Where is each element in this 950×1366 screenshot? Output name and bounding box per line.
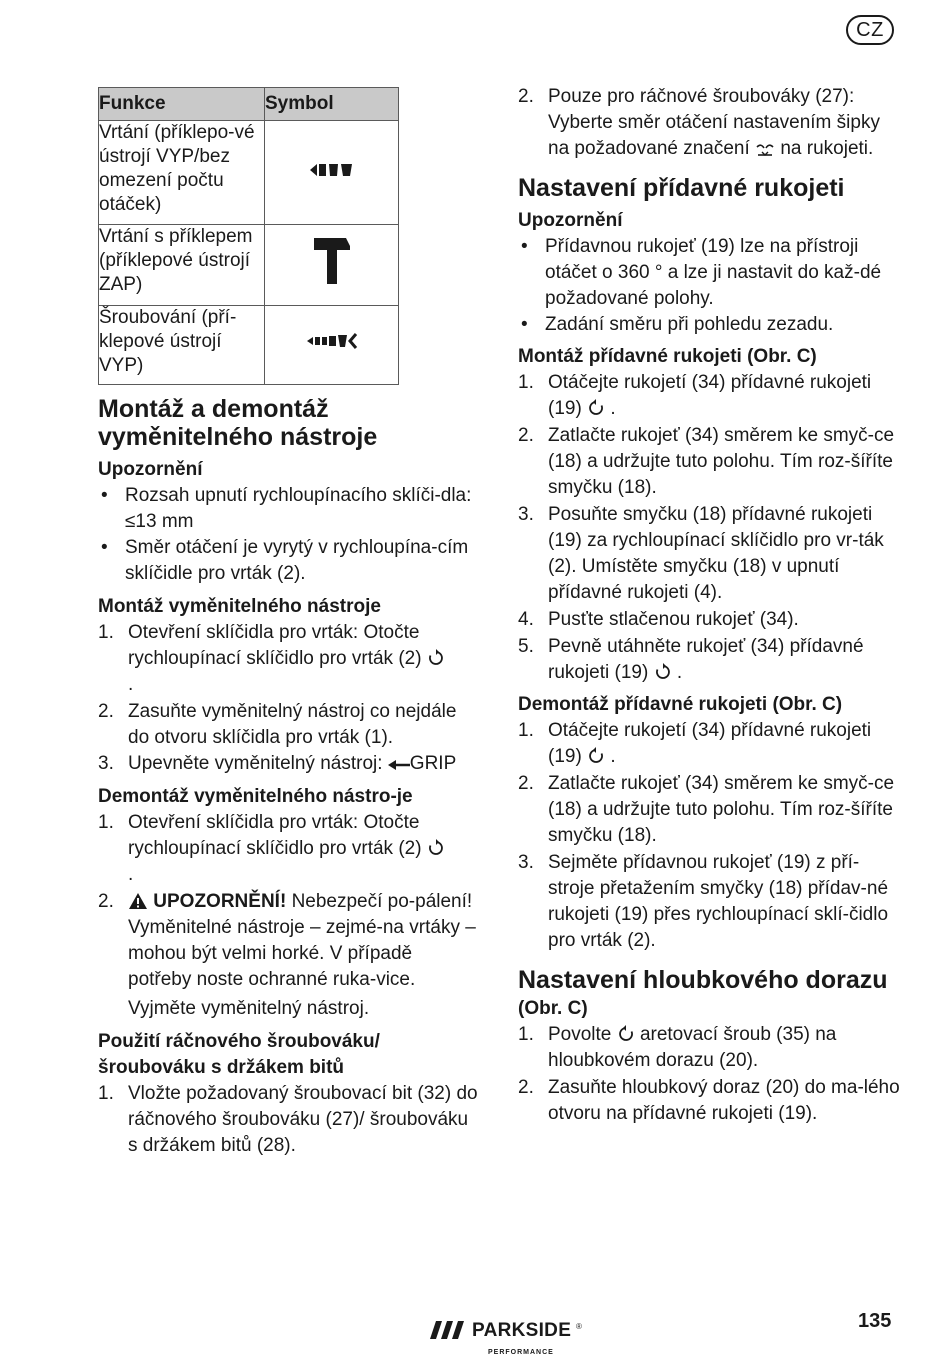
depth-stop-steps: [518, 1022, 902, 1127]
subsection-title-demount-tool: Demontáž vyměnitelného nástro-je: [98, 786, 413, 807]
step-number: 5.: [518, 636, 534, 657]
list-item: [98, 699, 478, 751]
figure-reference: (Obr. C): [518, 998, 588, 1019]
step-text: Zatlačte rukojeť (34) směrem ke smyč-ce (18) a udržujte tuto polohu. Tím roz-šíříte smyčku (18).: [548, 425, 895, 498]
table-cell-function: Vrtání (příklepo-vé ústrojí VYP/bez omezení počtu otáček): [99, 121, 265, 225]
step-text: Posuňte smyčku (18) přídavné rukojeti (19) za rychloupínací sklíčidlo pro vr-ták (2). Umístěte smyčku (18) v upnutí přídavné rukojeti (4).: [548, 504, 884, 603]
step-number: 1.: [98, 1083, 114, 1104]
note-title: Upozornění: [518, 210, 623, 231]
step-text: Pouze pro ráčnové šroubováky (27): Vyberte směr otáčení nastavením šipky na požadované značení: [548, 86, 880, 159]
step-text: Nebezpečí po-pálení! Vyměnitelné nástroje – zejmé-na vrtáky – mohou být velmi horké. V případě potřeby noste ochranné ruka-vice.: [128, 891, 476, 990]
list-item: [518, 850, 902, 954]
subsection-title-mount-tool: Montáž vyměnitelného nástroje: [98, 596, 381, 617]
drill-mode-icon: [308, 162, 356, 178]
grip-label: GRIP: [409, 753, 457, 774]
note-list: [98, 483, 478, 587]
parkside-logo: [430, 1318, 582, 1356]
brand-subtitle: PERFORMANCE: [488, 1349, 554, 1356]
step-text: Vložte požadovaný šroubovací bit (32) do ráčnového šroubováku (27)/ šroubováku s držákem bitů (28).: [128, 1083, 478, 1156]
language-badge: CZ: [846, 15, 894, 45]
table-cell-function: Vrtání s příklepem (příklepové ústrojí ZAP): [99, 225, 265, 306]
step-number: 2.: [518, 1077, 534, 1098]
step-tail: .: [128, 864, 134, 885]
section-title-tool-mounting: Montáž a demontáž vyměnitelného nástroje: [98, 395, 378, 451]
mount-steps: [98, 620, 478, 777]
list-item: [98, 751, 478, 777]
ratchet-direction-icon: [755, 143, 775, 157]
step-text: Zasuňte vyměnitelný nástroj co nejdále do otvoru sklíčidla pro vrták (1).: [128, 701, 457, 748]
table-row: [99, 121, 399, 225]
table-row: [99, 306, 399, 385]
step-text: Upevněte vyměnitelný nástroj:: [128, 753, 383, 774]
list-item: [518, 1075, 902, 1127]
rotate-counterclockwise-icon: [587, 747, 605, 765]
step-text: Otevření sklíčidla pro vrták: Otočte rychloupínací sklíčidlo pro vrták (2): [128, 812, 422, 859]
step-text: Sejměte přídavnou rukojeť (19) z pří-stroje přetažením smyčky (18) přídav-né rukojeti (19) přes rychloupínací sklí-čidlo pro vrták (2).: [548, 852, 889, 951]
warning-triangle-icon: [128, 892, 148, 910]
table-header-symbol: Symbol: [265, 88, 399, 121]
rotate-clockwise-icon: [654, 663, 672, 681]
function-symbol-table: [98, 87, 399, 385]
brand-stripes-icon: [430, 1321, 464, 1339]
table-cell-function: Šroubování (pří-klepové ústrojí VYP): [99, 306, 265, 385]
step-extra: Vyjměte vyměnitelný nástroj.: [128, 998, 370, 1019]
step-number: 2.: [98, 701, 114, 722]
step-number: 2.: [518, 425, 534, 446]
list-item: [518, 634, 902, 686]
list-item: [518, 1022, 902, 1074]
left-column: [98, 84, 478, 1159]
subsection-title-mount-handle: Montáž přídavné rukojeti (Obr. C): [518, 346, 817, 367]
subsection-title-ratchet: Použití ráčnového šroubováku/ šroubováku s držákem bitů: [98, 1031, 380, 1078]
step-tail: .: [128, 674, 134, 695]
list-item: [518, 84, 902, 162]
brand-name: PARKSIDE: [472, 1320, 572, 1341]
list-item: [98, 620, 478, 698]
list-item: [98, 810, 478, 888]
step-number: 3.: [518, 852, 534, 873]
step-number: 1.: [518, 372, 534, 393]
rotate-clockwise-icon: [427, 649, 445, 667]
note-title: Upozornění: [98, 459, 203, 480]
step-number: 4.: [518, 609, 534, 630]
list-item: [518, 718, 902, 770]
list-item: [518, 607, 902, 633]
step-number: 1.: [98, 622, 114, 643]
list-item: [518, 370, 902, 422]
warning-label: UPOZORNĚNÍ!: [153, 891, 287, 912]
list-item: [518, 771, 902, 849]
step-number: 1.: [518, 1024, 534, 1045]
list-item: • Zadání směru při pohledu zezadu.: [518, 312, 902, 338]
list-item: • Směr otáčení je vyrytý v rychloupína-cím sklíčidle pro vrták (2).: [98, 535, 478, 587]
step-text: Pevně utáhněte rukojeť (34) přídavné rukojeti (19): [548, 636, 864, 683]
list-item: [518, 423, 902, 501]
step-pre: Povolte: [548, 1024, 612, 1045]
note-list: [518, 234, 902, 338]
table-header-function: Funkce: [99, 88, 265, 121]
ratchet-steps-continued: [518, 84, 902, 162]
list-item: [98, 1081, 478, 1159]
demount-steps: [98, 810, 478, 1022]
arrow-left-icon: [388, 758, 410, 772]
rotate-counterclockwise-icon: [587, 399, 605, 417]
step-text: Pusťte stlačenou rukojeť (34).: [548, 609, 799, 630]
step-tail: .: [676, 662, 683, 683]
hammer-mode-icon: [312, 236, 352, 286]
step-tail: .: [610, 398, 616, 419]
ratchet-steps: [98, 1081, 478, 1159]
step-number: 2.: [518, 86, 534, 107]
screw-mode-icon: [305, 332, 359, 350]
step-text: Otáčejte rukojetí (34) přídavné rukojeti (19): [548, 372, 872, 419]
step-number: 1.: [518, 720, 534, 741]
table-row: [99, 225, 399, 306]
step-number: 1.: [98, 812, 114, 833]
section-title-depth-stop: Nastavení hloubkového dorazu: [518, 966, 888, 994]
rotate-clockwise-icon: [427, 839, 445, 857]
step-text: Zatlačte rukojeť (34) směrem ke smyč-ce (18) a udržujte tuto polohu. Tím roz-šíříte smyčku (18).: [548, 773, 895, 846]
step-text: Otevření sklíčidla pro vrták: Otočte rychloupínací sklíčidlo pro vrták (2): [128, 622, 422, 669]
step-text: Otáčejte rukojetí (34) přídavné rukojeti (19): [548, 720, 872, 767]
page-number: 135: [858, 1310, 892, 1332]
rotate-counterclockwise-icon: [617, 1025, 635, 1043]
handle-demount-steps: [518, 718, 902, 954]
step-text: Zasuňte hloubkový doraz (20) do ma-lého otvoru na přídavné rukojeti (19).: [548, 1077, 900, 1124]
step-text: aretovací šroub (35) na hloubkovém dorazu (20).: [548, 1024, 837, 1071]
step-number: 2.: [518, 773, 534, 794]
registered-mark: ®: [576, 1322, 582, 1331]
step-number: 2.: [98, 891, 114, 912]
section-title-aux-handle: Nastavení přídavné rukojeti: [518, 174, 845, 202]
list-item: [98, 889, 478, 1022]
step-number: 3.: [98, 753, 114, 774]
list-item: • Rozsah upnutí rychloupínacího sklíči-dla: ≤13 mm: [98, 483, 478, 535]
step-tail: na rukojeti.: [780, 138, 874, 159]
step-number: 3.: [518, 504, 534, 525]
list-item: [518, 502, 902, 606]
step-tail: .: [610, 746, 616, 767]
list-item: • Přídavnou rukojeť (19) lze na přístroji otáčet o 360 ° a lze ji nastavit do kaž-dé požadované polohy.: [518, 234, 902, 312]
handle-mount-steps: [518, 370, 902, 686]
subsection-title-demount-handle: Demontáž přídavné rukojeti (Obr. C): [518, 694, 843, 715]
right-column: [518, 84, 902, 1127]
